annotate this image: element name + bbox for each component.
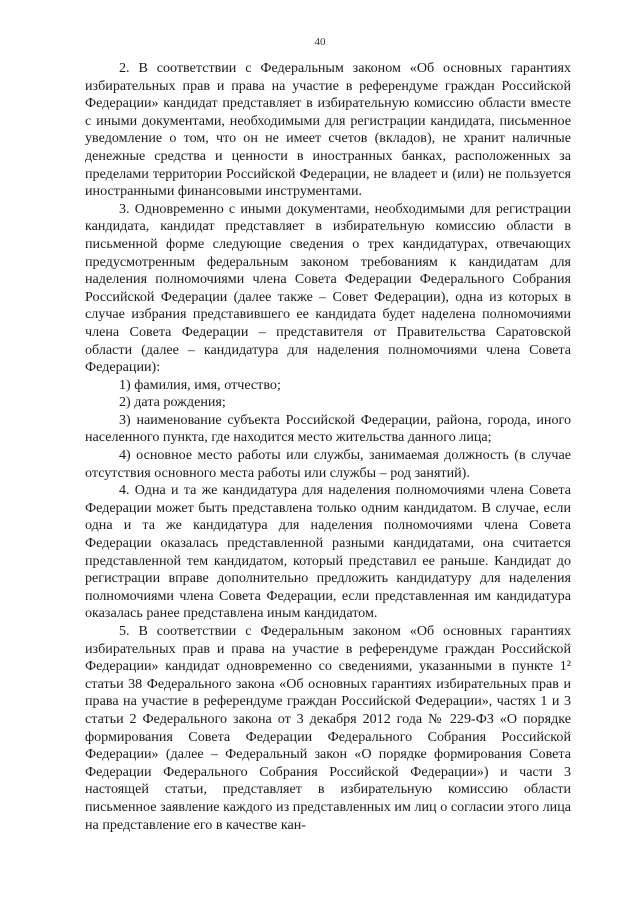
list-item-2: 2) дата рождения;	[119, 394, 226, 411]
paragraph-2: 2. В соответствии с Федеральным законом «Об основных гарантиях избирательных прав и права на участие в референдуме граждан Российской Федерации» кандидат представляет в избирательную комиссию области вместе с иными документами, необходимыми для регистрации кандидата, письменное уведомление о том, что он не имеет счетов (вкладов), не хранит наличные денежные средства и ценности в иностранных банках, расположенных за пределами территории Российской Федерации, не владеет и (или) не пользуется иностранными финансовыми инструментами.	[85, 60, 571, 200]
list-item-3: 3) наименование субъекта Российской Федерации, района, города, иного населенного пункта, где находится место жительства данного лица;	[85, 411, 571, 446]
paragraph-4: 4. Одна и та же кандидатура для наделения полномочиями члена Совета Федерации может быть представлена только одним кандидатом. В случае, если одна и та же кандидатура для наделения полномочиями члена Совета Федерации оказалась представленной разными кандидатами, она считается представленной тем кандидатом, который представил ее раньше. Кандидат до регистрации вправе дополнительно предложить кандидатуру для наделения полномочиями члена Совета Федерации, если представленная им кандидатура оказалась ранее представлена иным кандидатом.	[85, 482, 571, 622]
paragraph-3: 3. Одновременно с иными документами, необходимыми для регистрации кандидата, кандидат представляет в избирательную комиссию области в письменной форме следующие сведения о трех кандидатурах, отвечающих предусмотренным федеральным законом требованиям к кандидатам для наделения полномочиями члена Совета Федерации Федерального Собрания Российской Федерации (далее также – Совет Федерации), одна из которых в случае избрания представившего ее кандидата будет наделена полномочиями члена Совета Федерации – представителя от Правительства Саратовской области (далее – кандидатура для наделения полномочиями члена Совета Федерации):	[85, 200, 571, 376]
document-body	[85, 60, 571, 834]
list-item-1: 1) фамилия, имя, отчество;	[119, 376, 281, 393]
page-number: 40	[314, 36, 326, 48]
paragraph-5: 5. В соответствии с Федеральным законом «Об основных гарантиях избирательных прав и права на участие в референдуме граждан Российской Федерации» кандидат одновременно со сведениями, указанными в пункте 1² статьи 38 Федерального закона «Об основных гарантиях избирательных прав и права на участие в референдуме граждан Российской Федерации», частях 1 и 3 статьи 2 Федерального закона от 3 декабря 2012 года № 229-ФЗ «О порядке формирования Совета Федерации Федерального Собрания Российской Федерации» (далее – Федеральный закон «О порядке формирования Совета Федерации Федерального Собрания Российской Федерации») и части 3 настоящей статьи, представляет в избирательную комиссию области письменное заявление каждого из представленных им лиц о согласии этого лица на представление его в качестве кан-	[85, 623, 571, 833]
list-item-4: 4) основное место работы или службы, занимаемая должность (в случае отсутствия основного места работы или службы – род занятий).	[85, 447, 571, 481]
